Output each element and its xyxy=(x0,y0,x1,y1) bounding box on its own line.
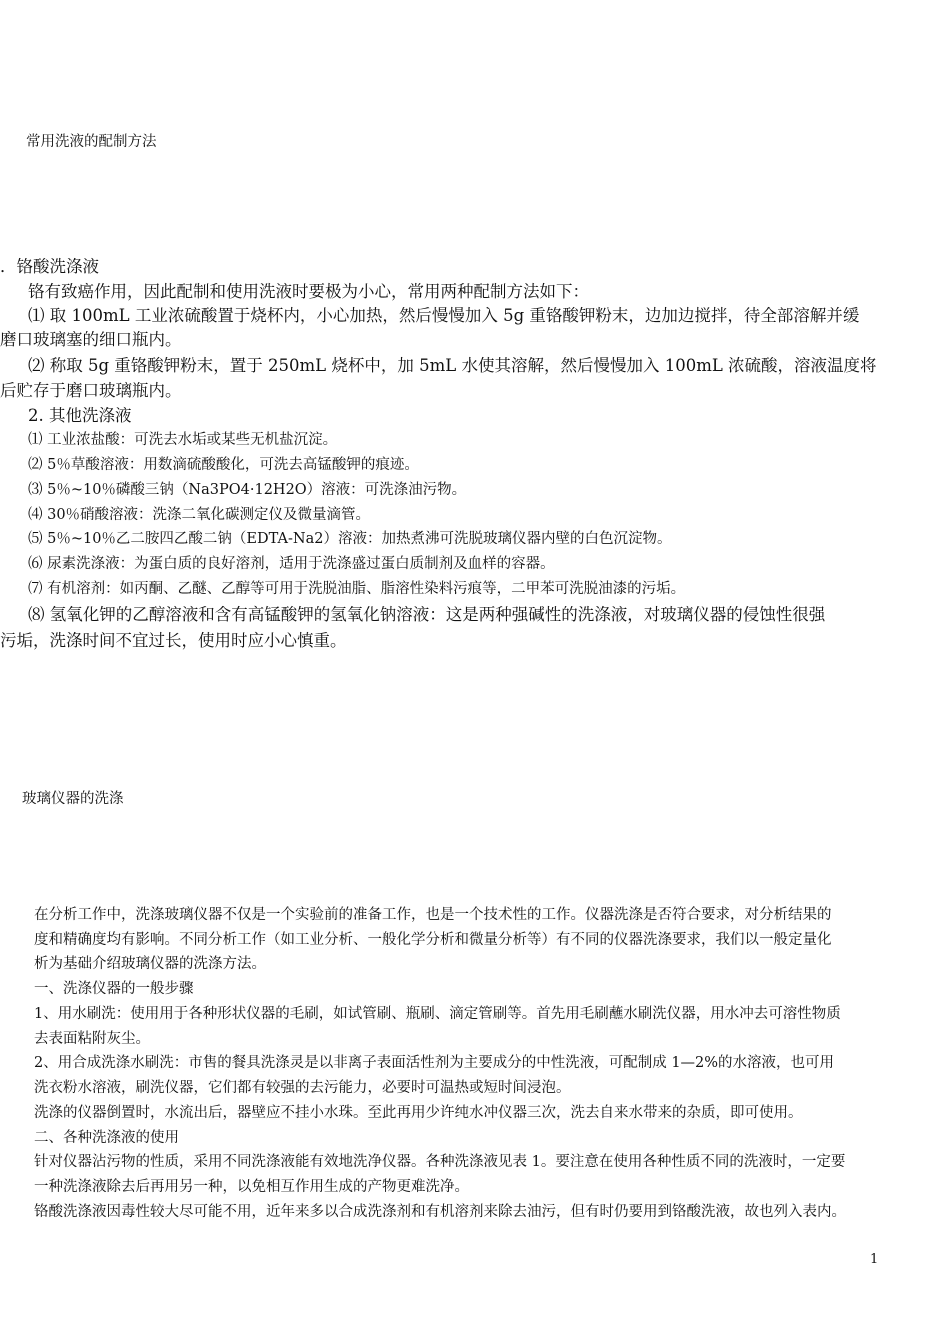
page-number: 1 xyxy=(870,1252,879,1267)
paragraph-line: ⑵ 称取 5g 重铬酸钾粉末，置于 250mL 烧杯中，加 5mL 水使其溶解，然后慢慢加入 100mL 浓硫酸，溶液温度将 xyxy=(28,356,877,375)
subheading-other-solutions: 2. 其他洗涤液 xyxy=(28,406,132,425)
heading-glassware-washing: 玻璃仪器的洗涤 xyxy=(22,791,124,807)
paragraph-line: 析为基础介绍玻璃仪器的洗涤方法。 xyxy=(34,956,266,972)
paragraph-line: 度和精确度均有影响。不同分析工作（如工业分析、一般化学分析和微量分析等）有不同的仪器洗涤要求，我们以一般定量化 xyxy=(34,932,832,948)
paragraph-line: 污垢，洗涤时间不宜过长，使用时应小心慎重。 xyxy=(0,631,347,650)
subheading-general-steps: 一、洗涤仪器的一般步骤 xyxy=(34,981,194,997)
paragraph-line: 针对仪器沾污物的性质，采用不同洗涤液能有效地洗净仪器。各种洗涤液见表 1。要注意在使用各种性质不同的洗液时，一定要 xyxy=(34,1154,846,1170)
list-item: ⑶ 5％~10％磷酸三钠（Na3PO4·12H2O）溶液：可洗涤油污物。 xyxy=(28,482,467,498)
paragraph-line: 后贮存于磨口玻璃瓶内。 xyxy=(0,381,182,400)
paragraph-line: 洗衣粉水溶液，刷洗仪器，它们都有较强的去污能力，必要时可温热或短时间浸泡。 xyxy=(34,1080,571,1096)
heading-washing-solutions: 常用洗液的配制方法 xyxy=(26,134,157,150)
paragraph-line: ⑴ 取 100mL 工业浓硫酸置于烧杯内，小心加热，然后慢慢加入 5g 重铬酸钾粉末，边加边搅拌，待全部溶解并缓 xyxy=(28,306,860,325)
list-item: ⑻ 氢氧化钾的乙醇溶液和含有高锰酸钾的氢氧化钠溶液：这是两种强碱性的洗涤液，对玻璃仪器的侵蚀性很强 xyxy=(28,605,826,624)
paragraph-line: 铬酸洗涤液因毒性较大尽可能不用，近年来多以合成洗涤剂和有机溶剂来除去油污，但有时仍要用到铬酸洗液，故也列入表内。 xyxy=(34,1204,846,1220)
paragraph-line: 一种洗涤液除去后再用另一种，以免相互作用生成的产物更难洗净。 xyxy=(34,1179,469,1195)
paragraph-line: 去表面粘附灰尘。 xyxy=(34,1031,150,1047)
list-item: ⑺ 有机溶剂：如丙酮、乙醚、乙醇等可用于洗脱油脂、脂溶性染料污痕等，二甲苯可洗脱油漆的污垢。 xyxy=(28,581,686,597)
paragraph-line: 洗涤的仪器倒置时，水流出后，器壁应不挂小水珠。至此再用少许纯水冲仪器三次，洗去自来水带来的杂质，即可使用。 xyxy=(34,1105,803,1121)
paragraph-line: 在分析工作中，洗涤玻璃仪器不仅是一个实验前的准备工作，也是一个技术性的工作。仪器洗涤是否符合要求，对分析结果的 xyxy=(34,907,832,923)
list-item: ⑷ 30％硝酸溶液：洗涤二氧化碳测定仪及微量滴管。 xyxy=(28,507,371,523)
paragraph-line: 磨口玻璃塞的细口瓶内。 xyxy=(0,330,182,349)
paragraph-line: 1、用水刷洗：使用用于各种形状仪器的毛刷，如试管刷、瓶刷、滴定管刷等。首先用毛刷蘸水刷洗仪器，用水冲去可溶性物质 xyxy=(34,1006,841,1022)
subheading-solution-usage: 二、各种洗涤液的使用 xyxy=(34,1130,179,1146)
paragraph-line: 2、用合成洗涤水刷洗：市售的餐具洗涤灵是以非离子表面活性剂为主要成分的中性洗液，可配制成 1—2%的水溶液，也可用 xyxy=(34,1055,835,1071)
paragraph-line: 铬有致癌作用，因此配制和使用洗液时要极为小心，常用两种配制方法如下： xyxy=(28,282,589,301)
paragraph-line: ．铬酸洗涤液 xyxy=(0,257,99,276)
list-item: ⑵ 5％草酸溶液：用数滴硫酸酸化，可洗去高锰酸钾的痕迹。 xyxy=(28,457,419,473)
list-item: ⑹ 尿素洗涤液：为蛋白质的良好溶剂，适用于洗涤盛过蛋白质制剂及血样的容器。 xyxy=(28,556,555,572)
list-item: ⑸ 5％~10％乙二胺四乙酸二钠（EDTA-Na2）溶液：加热煮沸可洗脱玻璃仪器内壁的白色沉淀物。 xyxy=(28,531,672,547)
list-item: ⑴ 工业浓盐酸：可洗去水垢或某些无机盐沉淀。 xyxy=(28,432,338,448)
